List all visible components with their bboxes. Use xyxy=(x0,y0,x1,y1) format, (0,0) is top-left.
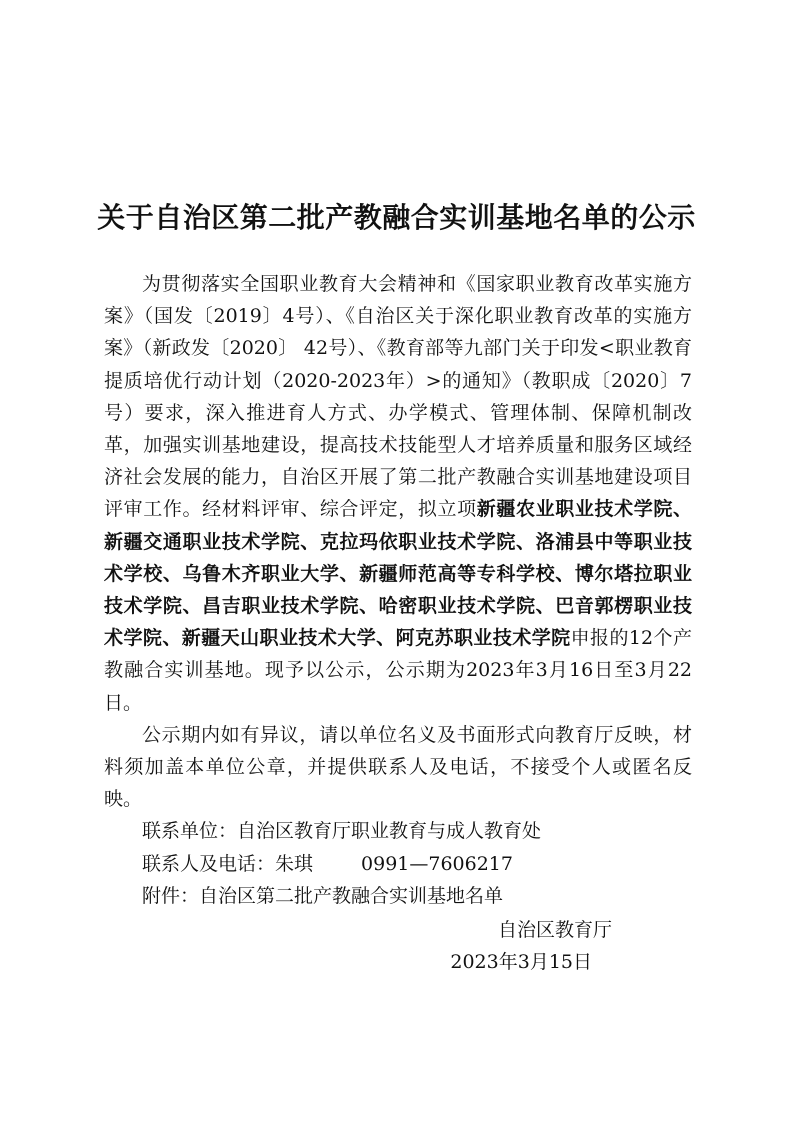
contact-person-line xyxy=(104,848,692,880)
paragraph-announcement xyxy=(104,268,692,719)
document-body xyxy=(104,268,692,912)
attachment-line: 附件：自治区第二批产教融合实训基地名单 xyxy=(142,884,504,907)
paragraph-objection: 公示期内如有异议，请以单位名义及书面形式向教育厅反映，材料须加盖本单位公章，并提供联系人及电话，不接受个人或匿名反映。 xyxy=(104,723,692,811)
announcement-intro: 为贯彻落实全国职业教育大会精神和《国家职业教育改革实施方案》（国发〔2019〕4号）、《自治区关于深化职业教育改革的实施方案》（新政发〔2020〕 42号）、《教育部等九部门关于印发<职业教育提质培优行动计划（2020-2023年）>的通知》（教职成〔2020〕7号）要求，深入推进育人方式、办学模式、管理体制、保障机制改革，加强实训基地建设，提高技术技能型人才培养质量和服务区域经济社会发展的能力，自治区开展了第二批产教融合实训基地建设项目评审工作。经材料评审、综合评定，拟立项 xyxy=(104,273,692,521)
contact-phone: 0991—7606217 xyxy=(361,852,513,875)
institution-list: 新疆农业职业技术学院、新疆交通职业技术学院、克拉玛依职业技术学院、洛浦县中等职业技术学校、乌鲁木齐职业大学、新疆师范高等专科学校、博尔塔拉职业技术学院、昌吉职业技术学院、哈密职业技术学院、巴音郭楞职业技术学院、新疆天山职业技术大学、阿克苏职业技术学院 xyxy=(104,498,692,650)
contact-unit: 联系单位：自治区教育厅职业教育与成人教育处 xyxy=(142,820,542,843)
announcement-outro: 申报的12个产教融合实训基地。现予以公示，公示期为2023年3月16日至3月22日。 xyxy=(104,627,692,714)
document-title: 关于自治区第二批产教融合实训基地名单的公示 xyxy=(97,201,696,234)
signature-date: 2023年3月15日 xyxy=(450,951,592,973)
contact-person: 联系人及电话：朱琪 xyxy=(142,852,314,875)
signature-org: 自治区教育厅 xyxy=(497,919,612,941)
